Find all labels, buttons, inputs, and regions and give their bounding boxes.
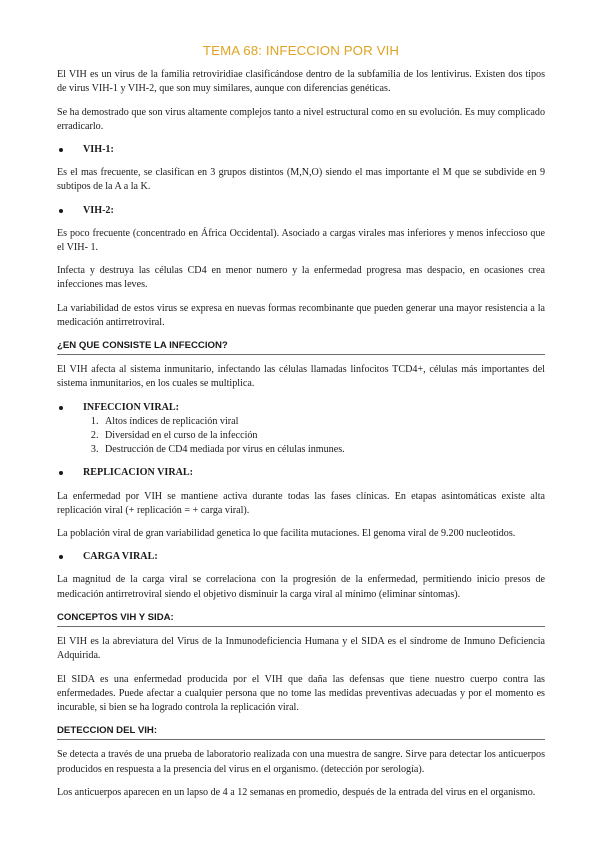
- replicacion-paragraph-2: La población viral de gran variabilidad genetica lo que facilita mutaciones. El genoma viral de 9.200 nucleotidos.: [57, 528, 516, 540]
- intro-paragraph-2: Se ha demostrado que son virus altamente complejos tanto a nivel estructural como en su evolución. Es muy complicado erradicarlo.: [57, 106, 545, 132]
- list-item: 2. Diversidad en el curso de la infección: [101, 429, 545, 443]
- bullet-dot-icon: [59, 406, 63, 410]
- vih2-label: VIH-2:: [83, 204, 114, 216]
- conceptos-paragraph-2: El SIDA es una enfermedad producida por el VIH que daña las defensas que tiene nuestro cuerpo contra las enfermedades. Puede afectar a cualquier persona que no tome las medidas preventivas adecuadas y por el momento es incurable, si bien se ha logrado controla la replicación viral.: [57, 673, 545, 713]
- vih2-paragraph-3: La variabilidad de estos virus se expresa en nuevas formas recombinante que pueden generar una mayor resistencia a la medicación antirretroviral.: [57, 302, 545, 328]
- vih2-paragraph-2: Infecta y destruya las células CD4 en menor numero y la enfermedad progresa mas despacio, en ocasiones crea infecciones mas leves.: [57, 265, 545, 291]
- section-heading-conceptos: CONCEPTOS VIH Y SIDA:: [57, 611, 545, 627]
- carga-viral-bullet: [57, 550, 545, 564]
- replicacion-viral-label: REPLICACION VIRAL:: [83, 467, 194, 479]
- carga-viral-paragraph: La magnitud de la carga viral se correlaciona con la progresión de la enfermedad, permitiendo inicio presos de medicación antirretroviral siendo el objetivo disminuir la carga viral al mínimo (eliminar síntomas).: [57, 574, 545, 600]
- list-item: 1. Altos índices de replicación viral: [101, 415, 545, 429]
- vih2-bullet: [57, 204, 545, 218]
- replicacion-paragraph-1: La enfermedad por VIH se mantiene activa durante todas las fases clínicas. En etapas asintomáticas existe alta replicación viral (+ replicación = + carga viral).: [57, 490, 545, 516]
- infeccion-paragraph: El VIH afecta al sistema inmunitario, infectando las células llamadas linfocitos TCD4+, células más importantes del sistema inmunitarios, en los cuales se multiplica.: [57, 364, 545, 390]
- section-heading-infeccion: ¿EN QUE CONSISTE LA INFECCION?: [57, 339, 545, 355]
- carga-viral-label: CARGA VIRAL:: [83, 551, 158, 563]
- deteccion-paragraph-2: Los anticuerpos aparecen en un lapso de 4 a 12 semanas en promedio, después de la entrada del virus en el organismo.: [57, 786, 536, 798]
- conceptos-paragraph-1: El VIH es la abreviatura del Virus de la Inmunodeficiencia Humana y el SIDA es el síndrome de Inmuno Deficiencia Adquirida.: [57, 636, 545, 662]
- list-item: 3. Destrucción de CD4 mediada por virus en células inmunes.: [101, 443, 545, 457]
- vih1-paragraph: Es el mas frecuente, se clasifican en 3 grupos distintos (M,N,O) siendo el mas importante el M que se subdivide en 9 subtipos de la A a la K.: [57, 167, 545, 193]
- deteccion-paragraph-1: Se detecta a través de una prueba de laboratorio realizada con una muestra de sangre. Sirve para detectar los anticuerpos producidos en respuesta a la presencia del virus en el organismo. (detección por serología).: [57, 749, 545, 775]
- bullet-dot-icon: [59, 471, 63, 475]
- page-title: TEMA 68: INFECCION POR VIH: [202, 43, 400, 58]
- section-heading-deteccion: DETECCION DEL VIH:: [57, 724, 545, 740]
- vih1-bullet: [57, 143, 545, 157]
- infeccion-viral-label: INFECCION VIRAL:: [83, 401, 179, 413]
- intro-paragraph-1: El VIH es un virus de la familia retroviridiae clasificándose dentro de la subfamilia de los lentivirus. Existen dos tipos de virus VIH-1 y VIH-2, que son muy similares, aunque con diferencias genéticas.: [57, 69, 545, 95]
- replicacion-viral-bullet: [57, 466, 545, 480]
- bullet-dot-icon: [59, 209, 63, 213]
- bullet-dot-icon: [59, 148, 63, 152]
- vih1-label: VIH-1:: [83, 144, 114, 156]
- infeccion-viral-bullet: [57, 401, 545, 415]
- vih2-paragraph-1: Es poco frecuente (concentrado en África Occidental). Asociado a cargas virales mas inferiores y menos infeccioso que el VIH- 1.: [57, 227, 545, 254]
- bullet-dot-icon: [59, 555, 63, 559]
- infeccion-viral-list: [57, 415, 545, 458]
